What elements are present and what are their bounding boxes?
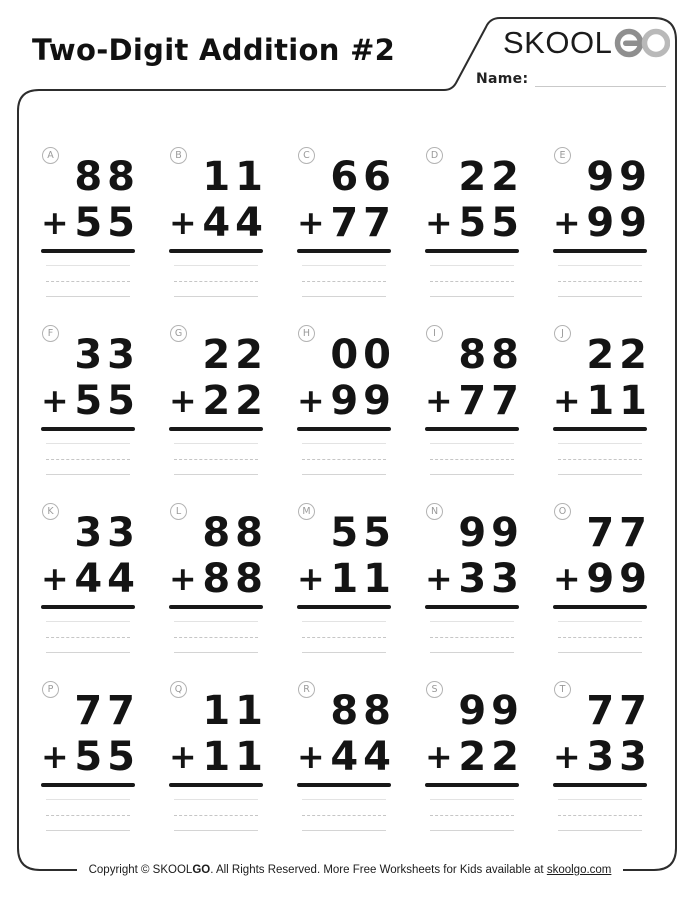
addend-top: 11 xyxy=(202,688,268,734)
addend-bottom: 99 xyxy=(586,556,652,602)
name-input-line[interactable] xyxy=(535,71,666,87)
answer-area[interactable] xyxy=(169,265,263,297)
addend-bottom: 11 xyxy=(330,556,396,602)
sum-line xyxy=(553,783,647,787)
answer-area[interactable] xyxy=(425,265,519,297)
problem-label: I xyxy=(433,328,436,339)
problem-work xyxy=(169,154,268,297)
problem-K xyxy=(30,498,158,676)
plus-icon: + xyxy=(169,381,197,420)
sum-line xyxy=(169,249,263,253)
problem-work xyxy=(169,510,268,653)
problem-work xyxy=(553,154,652,297)
problem-work xyxy=(425,154,524,297)
sum-line xyxy=(169,605,263,609)
problem-R xyxy=(286,676,414,854)
answer-area[interactable] xyxy=(297,621,391,653)
name-label: Name: xyxy=(476,71,529,87)
addend-top: 22 xyxy=(202,332,268,378)
problem-L xyxy=(158,498,286,676)
problem-label: F xyxy=(47,328,54,339)
sum-line xyxy=(41,783,135,787)
problem-H xyxy=(286,320,414,498)
addend-bottom: 55 xyxy=(74,734,140,780)
sum-line xyxy=(169,783,263,787)
problem-label: J xyxy=(561,328,564,339)
plus-icon: + xyxy=(169,559,197,598)
problem-label: K xyxy=(47,506,54,517)
addend-bottom: 44 xyxy=(330,734,396,780)
problem-label: H xyxy=(302,328,311,339)
copyright-rest: . All Rights Reserved. More Free Worksheets for Kids available at xyxy=(210,864,547,876)
sum-line xyxy=(297,605,391,609)
copyright-brand-bold: GO xyxy=(192,864,211,876)
answer-area[interactable] xyxy=(169,799,263,831)
addend-top: 88 xyxy=(74,154,140,200)
answer-area[interactable] xyxy=(553,443,647,475)
problem-I xyxy=(414,320,542,498)
copyright-text: Copyright © SKOOL xyxy=(88,864,193,876)
problem-label: C xyxy=(303,150,310,161)
addend-bottom: 11 xyxy=(586,378,652,424)
addend-top: 33 xyxy=(74,510,140,556)
problem-label: Q xyxy=(174,684,183,695)
answer-area[interactable] xyxy=(297,799,391,831)
sum-line xyxy=(169,427,263,431)
problem-work xyxy=(41,154,140,297)
problem-Q xyxy=(158,676,286,854)
plus-icon: + xyxy=(425,559,453,598)
addend-top: 88 xyxy=(330,688,396,734)
sum-line xyxy=(553,605,647,609)
answer-area[interactable] xyxy=(297,265,391,297)
addend-top: 22 xyxy=(586,332,652,378)
addend-bottom: 88 xyxy=(202,556,268,602)
problem-work xyxy=(553,688,652,831)
sum-line xyxy=(425,249,519,253)
problem-work xyxy=(425,510,524,653)
problem-work xyxy=(297,688,396,831)
problem-label: N xyxy=(430,506,439,517)
problem-J xyxy=(542,320,670,498)
answer-area[interactable] xyxy=(425,443,519,475)
answer-area[interactable] xyxy=(41,265,135,297)
plus-icon: + xyxy=(297,381,325,420)
addend-bottom: 55 xyxy=(74,378,140,424)
plus-icon: + xyxy=(425,737,453,776)
problem-label: D xyxy=(430,150,439,161)
logo-text-skool: SKOOL xyxy=(503,25,613,60)
plus-icon: + xyxy=(553,203,581,242)
addend-bottom: 55 xyxy=(458,200,524,246)
sum-line xyxy=(553,249,647,253)
plus-icon: + xyxy=(41,381,69,420)
addend-bottom: 55 xyxy=(74,200,140,246)
addend-top: 33 xyxy=(74,332,140,378)
problem-label: M xyxy=(302,506,311,517)
problem-work xyxy=(41,332,140,475)
addend-top: 99 xyxy=(458,510,524,556)
addend-bottom: 33 xyxy=(458,556,524,602)
plus-icon: + xyxy=(297,559,325,598)
plus-icon: + xyxy=(553,737,581,776)
addend-bottom: 99 xyxy=(586,200,652,246)
sum-line xyxy=(41,249,135,253)
addend-top: 22 xyxy=(458,154,524,200)
problem-B xyxy=(158,142,286,320)
sum-line xyxy=(425,605,519,609)
plus-icon: + xyxy=(553,381,581,420)
problems-grid xyxy=(30,142,670,854)
plus-icon: + xyxy=(169,737,197,776)
addend-bottom: 77 xyxy=(458,378,524,424)
plus-icon: + xyxy=(553,559,581,598)
answer-area[interactable] xyxy=(297,443,391,475)
problem-S xyxy=(414,676,542,854)
addend-top: 77 xyxy=(586,510,652,556)
problem-label: T xyxy=(559,684,566,695)
addend-top: 88 xyxy=(458,332,524,378)
plus-icon: + xyxy=(297,737,325,776)
addend-bottom: 22 xyxy=(202,378,268,424)
addend-bottom: 22 xyxy=(458,734,524,780)
addend-bottom: 44 xyxy=(202,200,268,246)
problem-label: S xyxy=(431,684,438,695)
problem-C xyxy=(286,142,414,320)
plus-icon: + xyxy=(41,203,69,242)
addend-top: 88 xyxy=(202,510,268,556)
plus-icon: + xyxy=(297,203,325,242)
problem-A xyxy=(30,142,158,320)
answer-area[interactable] xyxy=(553,799,647,831)
problem-work xyxy=(41,688,140,831)
answer-area[interactable] xyxy=(425,621,519,653)
addend-top: 11 xyxy=(202,154,268,200)
answer-area[interactable] xyxy=(169,621,263,653)
plus-icon: + xyxy=(41,559,69,598)
sum-line xyxy=(41,427,135,431)
problem-label: L xyxy=(175,506,182,517)
addend-bottom: 99 xyxy=(330,378,396,424)
addend-bottom: 33 xyxy=(586,734,652,780)
skoolgo-logo xyxy=(503,25,670,61)
problem-M xyxy=(286,498,414,676)
plus-icon: + xyxy=(425,203,453,242)
name-field xyxy=(476,71,666,87)
answer-area[interactable] xyxy=(553,265,647,297)
addend-top: 55 xyxy=(330,510,396,556)
answer-area[interactable] xyxy=(169,443,263,475)
problem-E xyxy=(542,142,670,320)
addend-top: 77 xyxy=(74,688,140,734)
skoolgo-link[interactable]: skoolgo.com xyxy=(546,864,612,876)
sum-line xyxy=(297,249,391,253)
problem-work xyxy=(553,332,652,475)
problem-work xyxy=(297,332,396,475)
problem-work xyxy=(297,510,396,653)
sum-line xyxy=(41,605,135,609)
problem-work xyxy=(297,154,396,297)
problem-label: G xyxy=(174,328,183,339)
sum-line xyxy=(425,783,519,787)
sum-line xyxy=(297,427,391,431)
problem-D xyxy=(414,142,542,320)
page-title: Two-Digit Addition #2 xyxy=(32,33,396,67)
addend-top: 99 xyxy=(586,154,652,200)
problem-F xyxy=(30,320,158,498)
problem-P xyxy=(30,676,158,854)
addend-bottom: 11 xyxy=(202,734,268,780)
problem-N xyxy=(414,498,542,676)
answer-area[interactable] xyxy=(425,799,519,831)
addend-bottom: 77 xyxy=(330,200,396,246)
sum-line xyxy=(297,783,391,787)
answer-area[interactable] xyxy=(41,443,135,475)
problem-work xyxy=(553,510,652,653)
problem-work xyxy=(169,332,268,475)
problem-label: B xyxy=(175,150,182,161)
problem-work xyxy=(425,688,524,831)
plus-icon: + xyxy=(41,737,69,776)
problem-label: P xyxy=(47,684,54,695)
problem-label: A xyxy=(47,150,54,161)
addend-top: 77 xyxy=(586,688,652,734)
sum-line xyxy=(553,427,647,431)
problem-work xyxy=(169,688,268,831)
footer xyxy=(0,862,700,878)
sum-line xyxy=(425,427,519,431)
addend-bottom: 44 xyxy=(74,556,140,602)
problem-G xyxy=(158,320,286,498)
addend-top: 66 xyxy=(330,154,396,200)
answer-area[interactable] xyxy=(41,799,135,831)
problem-label: E xyxy=(559,150,566,161)
answer-area[interactable] xyxy=(41,621,135,653)
addend-top: 99 xyxy=(458,688,524,734)
answer-area[interactable] xyxy=(553,621,647,653)
problem-work xyxy=(41,510,140,653)
addend-top: 00 xyxy=(330,332,396,378)
logo-go-icon xyxy=(614,26,670,60)
problem-T xyxy=(542,676,670,854)
problem-label: R xyxy=(303,684,310,695)
problem-work xyxy=(425,332,524,475)
plus-icon: + xyxy=(425,381,453,420)
problem-O xyxy=(542,498,670,676)
problem-label: O xyxy=(558,506,567,517)
plus-icon: + xyxy=(169,203,197,242)
